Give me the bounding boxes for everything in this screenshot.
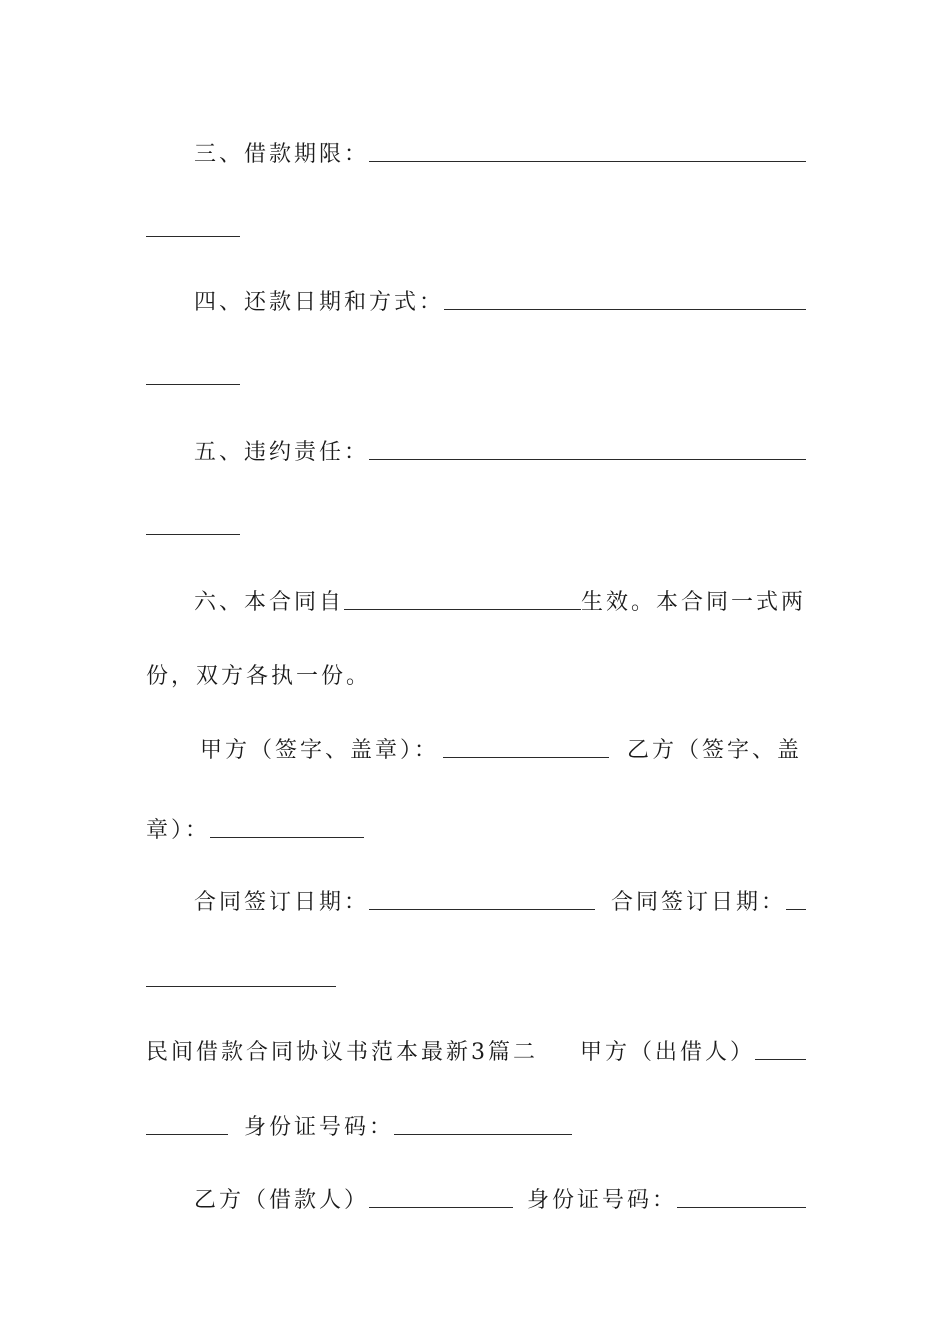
sign-date-label-2: 合同签订日期：	[611, 890, 787, 915]
repayment-blank-cont[interactable]	[146, 383, 240, 385]
borrower-id-label: 身份证号码：	[527, 1188, 678, 1213]
effective-line	[146, 578, 806, 618]
borrower-id-blank[interactable]	[677, 1206, 806, 1208]
borrower-line	[146, 1176, 806, 1216]
liability-line	[146, 428, 806, 468]
liability-label: 五、违约责任：	[194, 440, 370, 465]
lender-name-blank[interactable]	[755, 1058, 806, 1060]
loan-term-blank[interactable]	[369, 160, 806, 162]
lender-id-line	[146, 1103, 806, 1143]
signature-line	[146, 726, 806, 766]
liability-blank[interactable]	[369, 458, 806, 460]
copies-text: 份，双方各执一份。	[146, 664, 372, 689]
lender-name-blank-cont[interactable]	[146, 1133, 228, 1135]
party-b-sign-blank[interactable]	[210, 836, 364, 838]
lender-label: 甲方（出借人）	[580, 1040, 756, 1065]
liability-continuation	[146, 503, 806, 543]
sign-date-label-1: 合同签订日期：	[194, 890, 370, 915]
effective-suffix: 生效。本合同一式两	[580, 590, 806, 615]
party-b-sign-label-cont: 章）：	[146, 818, 211, 843]
sign-date-line	[146, 878, 806, 918]
loan-term-continuation	[146, 205, 806, 245]
repayment-line	[146, 278, 806, 318]
effective-prefix: 六、本合同自	[194, 590, 345, 615]
sign-date-blank-2-cont[interactable]	[146, 985, 336, 987]
repayment-continuation	[146, 353, 806, 393]
party-a-sign-label: 甲方（签字、盖章）：	[200, 738, 440, 763]
party-b-sign-label: 乙方（签字、盖	[627, 738, 803, 763]
loan-term-blank-cont[interactable]	[146, 235, 240, 237]
section-line	[146, 1028, 806, 1068]
borrower-label: 乙方（借款人）	[194, 1188, 370, 1213]
loan-term-line	[146, 130, 806, 170]
section-title: 民间借款合同协议书范本最新3篇二	[146, 1040, 538, 1065]
liability-blank-cont[interactable]	[146, 533, 240, 535]
sign-date-continuation	[146, 955, 806, 995]
sign-date-blank-2[interactable]	[786, 908, 806, 910]
borrower-name-blank[interactable]	[369, 1206, 513, 1208]
party-a-sign-blank[interactable]	[443, 756, 609, 758]
effective-date-blank[interactable]	[344, 608, 581, 610]
copies-line	[146, 652, 806, 692]
sign-date-blank-1[interactable]	[369, 908, 595, 910]
repayment-blank[interactable]	[444, 308, 806, 310]
lender-id-blank[interactable]	[394, 1133, 572, 1135]
repayment-label: 四、还款日期和方式：	[194, 290, 445, 315]
signature-continuation	[146, 806, 806, 846]
lender-id-label: 身份证号码：	[244, 1115, 395, 1140]
loan-term-label: 三、借款期限：	[194, 142, 370, 167]
